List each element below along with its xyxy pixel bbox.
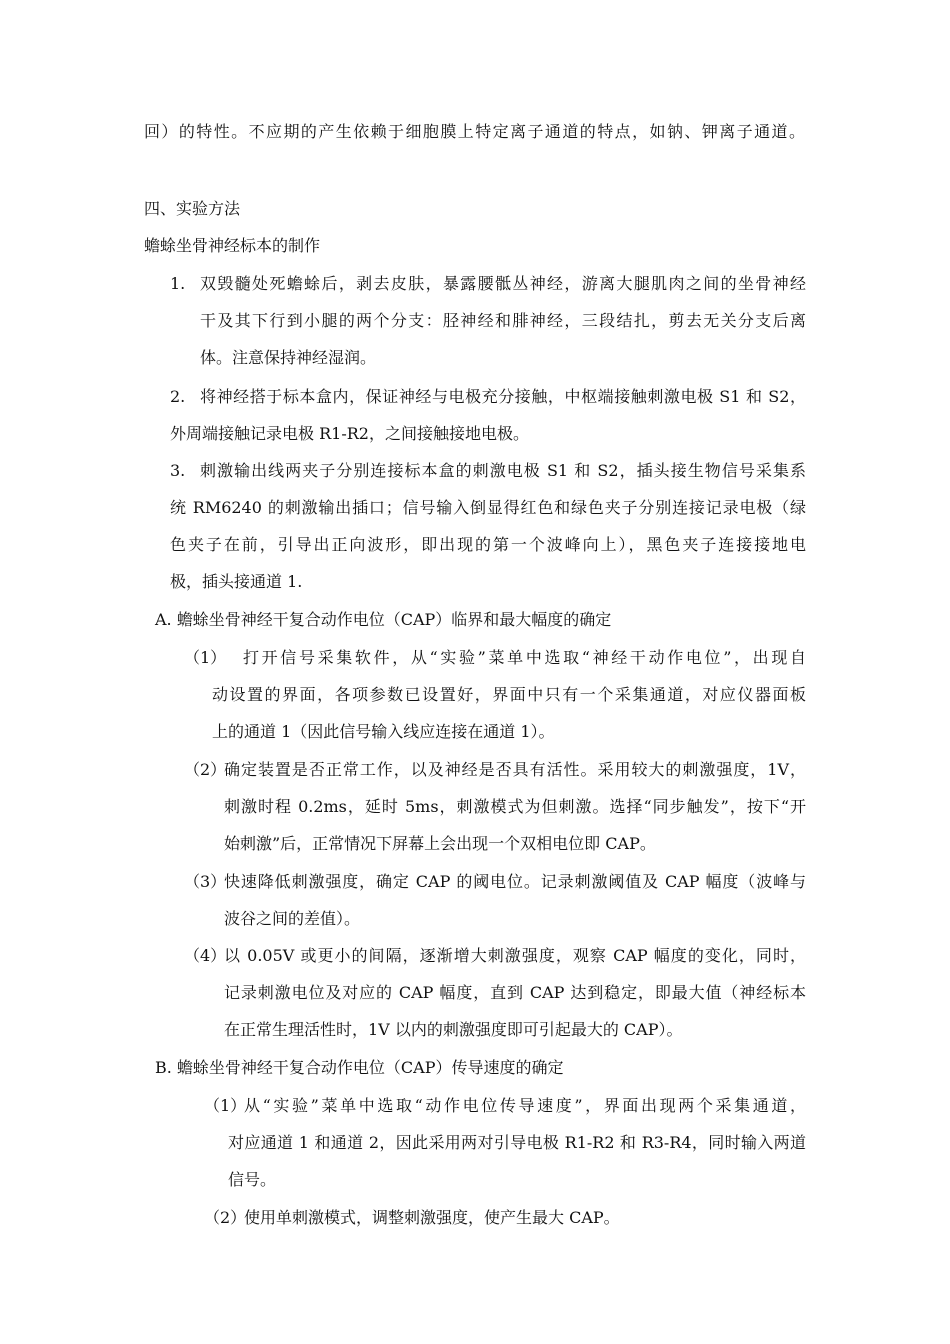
step-1-number: 1. bbox=[170, 274, 186, 293]
part-a-title: A. 蟾蜍坐骨神经干复合动作电位（CAP）临界和最大幅度的确定 bbox=[155, 610, 612, 629]
part-b-item-2-line-1: 使用单刺激模式，调整刺激强度，使产生最大 CAP。 bbox=[244, 1208, 620, 1227]
step-1-line-2: 干及其下行到小腿的两个分支：胫神经和腓神经，三段结扎，剪去无关分支后离 bbox=[200, 311, 806, 330]
part-b-title: B. 蟾蜍坐骨神经干复合动作电位（CAP）传导速度的确定 bbox=[155, 1058, 564, 1077]
part-a-item-3-line-2: 波谷之间的差值）。 bbox=[224, 909, 361, 928]
step-2-line-2: 外周端接触记录电极 R1-R2，之间接触接地电极。 bbox=[170, 424, 529, 443]
part-b-item-1-line-1: 从“实验”菜单中选取“动作电位传导速度”，界面出现两个采集通道， bbox=[244, 1096, 806, 1115]
part-a-item-4-line-2: 记录刺激电位及对应的 CAP 幅度，直到 CAP 达到稳定，即最大值（神经标本 bbox=[224, 983, 806, 1002]
part-a-item-3-number: （3） bbox=[184, 872, 227, 891]
part-a-item-3-line-1: 快速降低刺激强度，确定 CAP 的阈电位。记录刺激阈值及 CAP 幅度（波峰与 bbox=[224, 872, 806, 891]
intro-line: 回）的特性。不应期的产生依赖于细胞膜上特定离子通道的特点，如钠、钾离子通道。 bbox=[144, 122, 805, 141]
step-3-line-1: 刺激输出线两夹子分别连接标本盒的刺激电极 S1 和 S2，插头接生物信号采集系 bbox=[200, 461, 806, 480]
step-3-line-4: 极，插头接通道 1. bbox=[170, 572, 303, 591]
step-2-number: 2. bbox=[170, 387, 186, 406]
step-1-line-1: 双毁髓处死蟾蜍后，剥去皮肤，暴露腰骶丛神经，游离大腿肌肉之间的坐骨神经 bbox=[200, 274, 806, 293]
part-a-item-2-line-1: 确定装置是否正常工作，以及神经是否具有活性。采用较大的刺激强度，1V， bbox=[224, 760, 806, 779]
section-title: 四、实验方法 bbox=[144, 199, 241, 218]
step-3-line-2: 统 RM6240 的刺激输出插口；信号输入倒显得红色和绿色夹子分别连接记录电极（绿 bbox=[170, 498, 806, 517]
part-a-item-1-line-3: 上的通道 1（因此信号输入线应连接在通道 1）。 bbox=[212, 722, 555, 741]
part-b-item-1-line-3: 信号。 bbox=[228, 1170, 277, 1189]
step-3-number: 3. bbox=[170, 461, 186, 480]
sub-title: 蟾蜍坐骨神经标本的制作 bbox=[144, 236, 321, 255]
part-a-item-2-line-2: 刺激时程 0.2ms，延时 5ms，刺激模式为但刺激。选择“同步触发”，按下“开 bbox=[224, 797, 806, 816]
part-a-item-4-number: （4） bbox=[184, 946, 227, 965]
part-a-item-1-line-2: 动设置的界面，各项参数已设置好，界面中只有一个采集通道，对应仪器面板 bbox=[212, 685, 806, 704]
part-a-item-1-line-1: 打开信号采集软件，从“实验”菜单中选取“神经干动作电位”，出现自 bbox=[243, 648, 806, 667]
part-a-item-2-number: （2） bbox=[184, 760, 227, 779]
part-b-item-1-number: （1） bbox=[204, 1096, 247, 1115]
part-a-item-2-line-3: 始刺激”后，正常情况下屏幕上会出现一个双相电位即 CAP。 bbox=[224, 834, 656, 853]
part-b-item-2-number: （2） bbox=[204, 1208, 247, 1227]
step-2-line-1: 将神经搭于标本盒内，保证神经与电极充分接触，中枢端接触刺激电极 S1 和 S2， bbox=[200, 387, 806, 406]
step-1-line-3: 体。注意保持神经湿润。 bbox=[200, 348, 377, 367]
part-b-item-1-line-2: 对应通道 1 和通道 2，因此采用两对引导电极 R1-R2 和 R3-R4，同时输入两道 bbox=[228, 1133, 806, 1152]
part-a-item-4-line-1: 以 0.05V 或更小的间隔，逐渐增大刺激强度，观察 CAP 幅度的变化，同时， bbox=[224, 946, 806, 965]
step-3-line-3: 色夹子在前，引导出正向波形，即出现的第一个波峰向上），黑色夹子连接接地电 bbox=[170, 535, 806, 554]
part-a-item-4-line-3: 在正常生理活性时，1V 以内的刺激强度即可引起最大的 CAP）。 bbox=[224, 1020, 683, 1039]
part-a-item-1-number: （1） bbox=[184, 648, 227, 667]
